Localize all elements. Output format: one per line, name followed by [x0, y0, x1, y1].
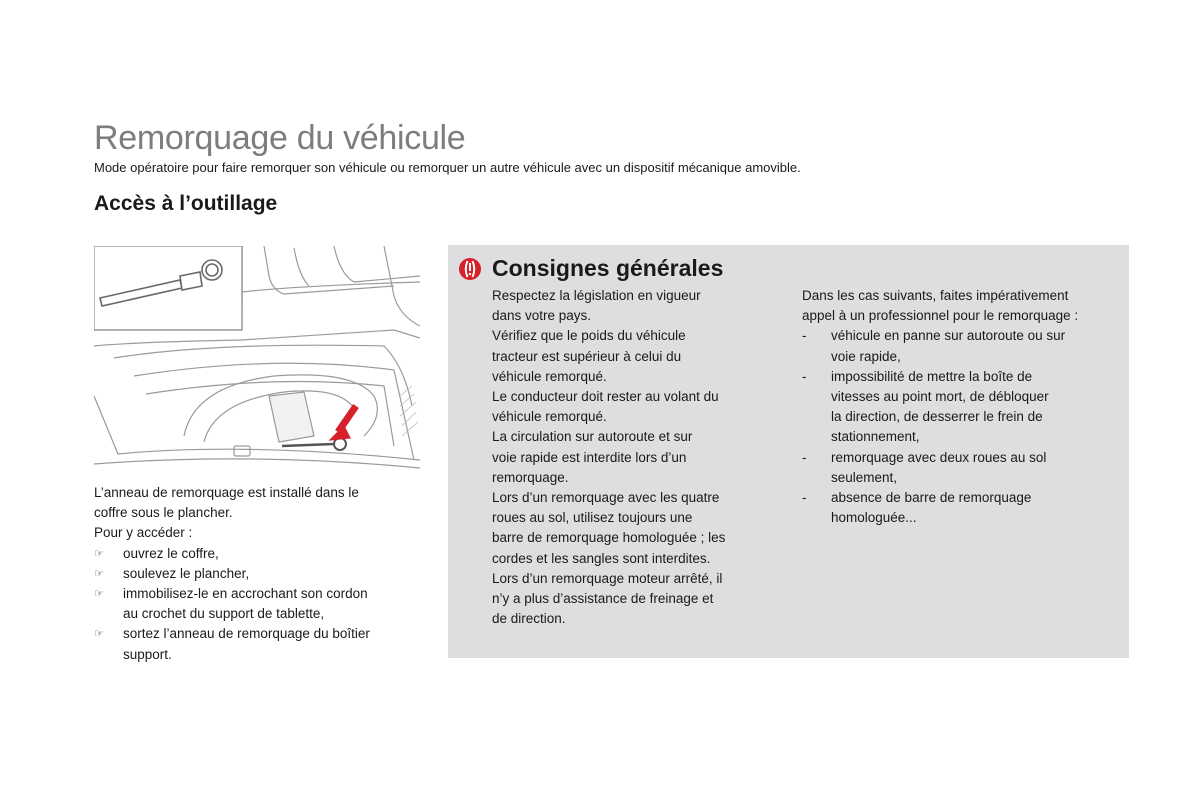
dash-marker: -	[802, 328, 807, 344]
rule-text-line: n’y a plus d’assistance de freinage et	[492, 591, 714, 607]
pointing-hand-icon: ☞	[94, 588, 104, 601]
general-rules-column	[492, 286, 764, 629]
general-instructions-panel	[448, 245, 1129, 658]
list-item	[94, 584, 414, 624]
list-item	[94, 544, 414, 564]
case-text: vitesses au point mort, de débloquer	[831, 389, 1049, 405]
step-text: au crochet du support de tablette,	[123, 606, 325, 622]
rule-text-line: cordes et les sangles sont interdites.	[492, 550, 711, 566]
page-title: Remorquage du véhicule	[94, 119, 466, 157]
panel-heading: Consignes générales	[492, 255, 724, 281]
intro-text-line: Pour y accéder :	[94, 525, 193, 541]
case-text: remorquage avec deux roues au sol	[831, 449, 1047, 465]
list-item	[802, 367, 1122, 448]
rule-text-line: remorquage.	[492, 469, 569, 485]
rule-text-line: Respectez la législation en vigueur	[492, 288, 701, 303]
rule-text-line: Lors d’un remorquage moteur arrêté, il	[492, 570, 723, 586]
rule-text-line: Le conducteur doit rester au volant du	[492, 389, 719, 405]
step-text: support.	[123, 646, 172, 662]
step-text: sortez l’anneau de remorquage du boîtier	[123, 626, 370, 642]
access-steps-list	[94, 544, 414, 665]
pointing-hand-icon: ☞	[94, 567, 104, 580]
step-text: ouvrez le coffre,	[123, 545, 219, 561]
intro-text-line: L’anneau de remorquage est installé dans le	[94, 485, 359, 500]
rule-text-line: tracteur est supérieur à celui du	[492, 348, 682, 364]
warning-icon	[458, 257, 482, 281]
case-text: seulement,	[831, 469, 898, 485]
list-item	[94, 624, 414, 664]
case-text: voie rapide,	[831, 348, 901, 364]
case-text: la direction, de desserrer le frein de	[831, 409, 1043, 425]
pointing-hand-icon: ☞	[94, 628, 104, 641]
trunk-tow-ring-illustration	[94, 246, 420, 472]
case-text: véhicule en panne sur autoroute ou sur	[831, 328, 1066, 344]
pointing-hand-icon: ☞	[94, 547, 104, 560]
dash-marker: -	[802, 490, 807, 506]
list-item	[802, 326, 1122, 366]
rule-text-line: véhicule remorqué.	[492, 409, 607, 425]
rule-text-line: véhicule remorqué.	[492, 368, 607, 384]
case-text: impossibilité de mettre la boîte de	[831, 368, 1033, 384]
rule-text-line: voie rapide est interdite lors d’un	[492, 449, 687, 465]
section-heading-tool-access: Accès à l’outillage	[94, 192, 278, 215]
list-item	[94, 564, 414, 584]
list-item	[802, 448, 1122, 488]
professional-cases-column	[802, 286, 1122, 528]
intro-text-line: coffre sous le plancher.	[94, 505, 233, 521]
rule-text-line: dans votre pays.	[492, 308, 592, 324]
rule-text-line: roues au sol, utilisez toujours une	[492, 510, 693, 526]
step-text: immobilisez-le en accrochant son cordon	[123, 586, 368, 602]
case-text: homologuée...	[831, 510, 917, 526]
case-text: stationnement,	[831, 429, 920, 445]
tool-access-instructions	[94, 483, 414, 665]
list-item	[802, 488, 1122, 528]
rule-text-line: Lors d’un remorquage avec les quatre	[492, 490, 720, 506]
rule-text-line: Vérifiez que le poids du véhicule	[492, 328, 686, 344]
rule-text-line: de direction.	[492, 611, 566, 627]
rule-text-line: barre de remorquage homologuée ; les	[492, 530, 726, 546]
dash-marker: -	[802, 449, 807, 465]
rule-text-line: La circulation sur autoroute et sur	[492, 429, 693, 445]
page-subtitle: Mode opératoire pour faire remorquer son véhicule ou remorquer un autre véhicule avec un dispositif mécanique amovible.	[94, 160, 801, 175]
cases-intro-line: Dans les cas suivants, faites impérativement	[802, 288, 1069, 303]
cases-intro-line: appel à un professionnel pour le remorquage :	[802, 308, 1079, 324]
cases-list	[802, 326, 1122, 528]
case-text: absence de barre de remorquage	[831, 490, 1032, 506]
dash-marker: -	[802, 368, 807, 384]
step-text: soulevez le plancher,	[123, 565, 250, 581]
